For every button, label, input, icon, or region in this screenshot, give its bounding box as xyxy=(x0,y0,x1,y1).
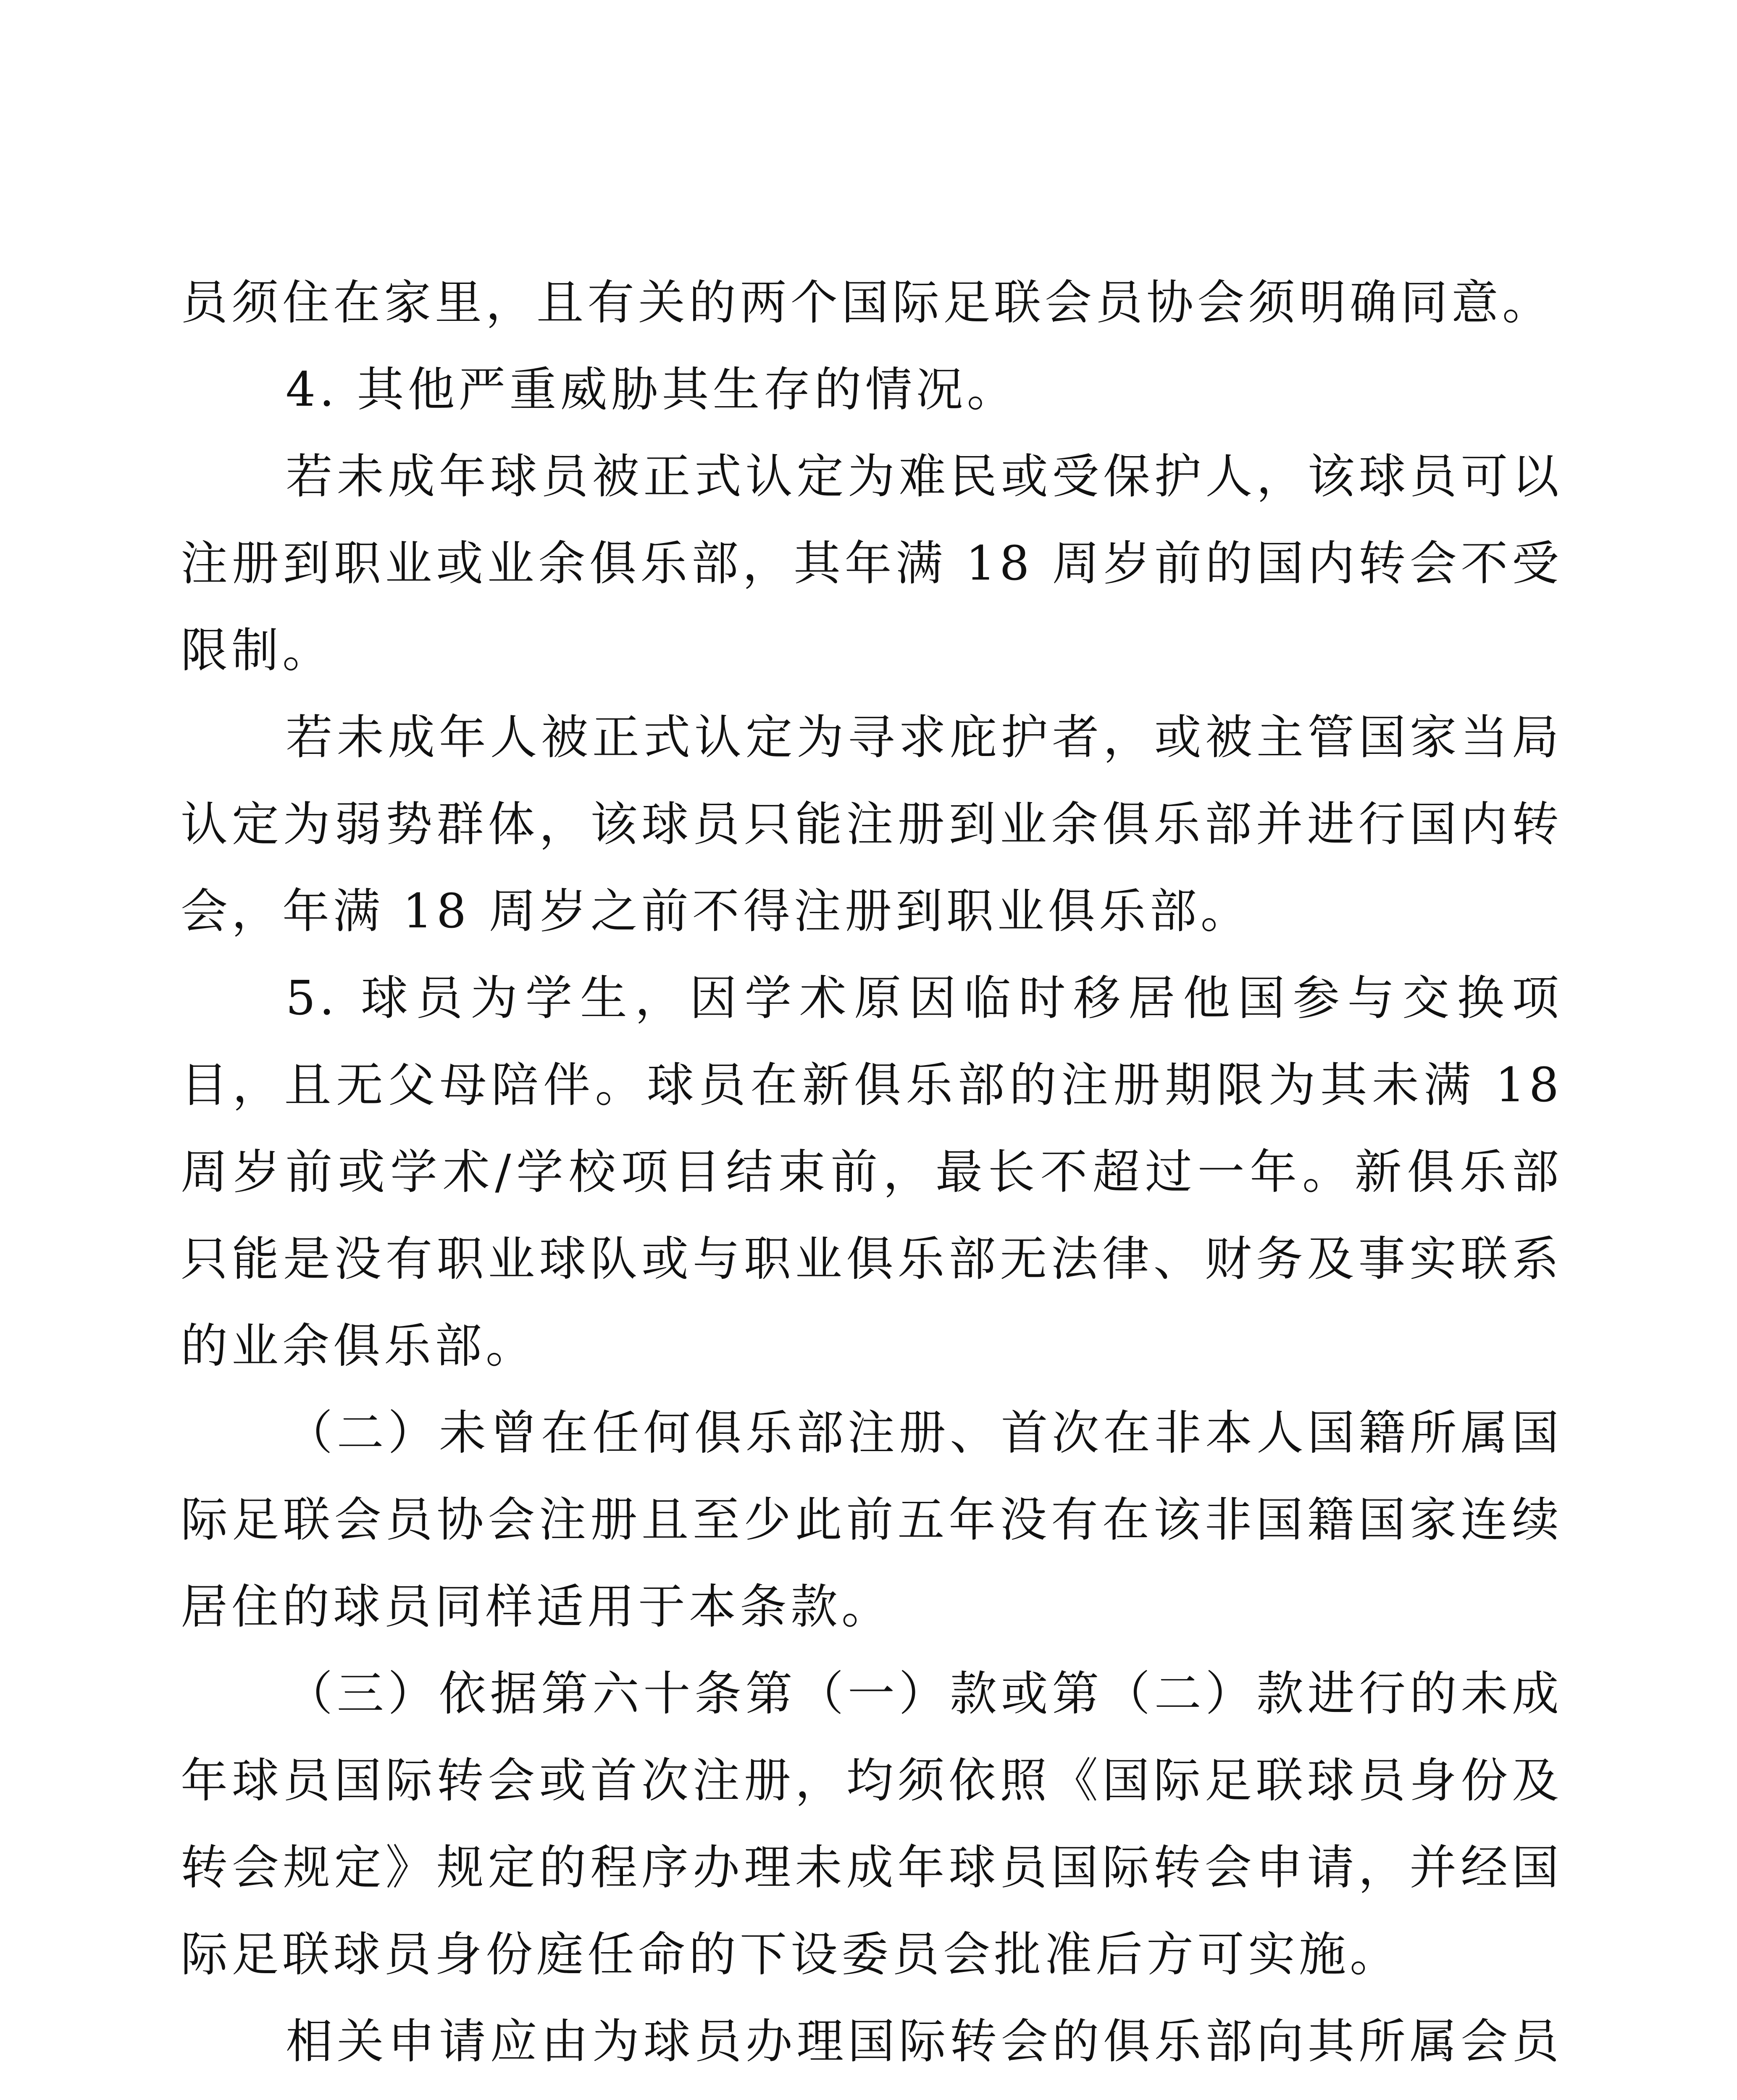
paragraph-7: （三）依据第六十条第（一）款或第（二）款进行的未成年球员国际转会或首次注册，均须依照《国际足联球员身份及转会规定》规定的程序办理未成年球员国际转会申请，并经国际足联球员身份庭任命的下设委员会批准后方可实施。 xyxy=(181,1667,1563,1982)
paragraph-5: 5. 球员为学生，因学术原因临时移居他国参与交换项目，且无父母陪伴。球员在新俱乐部的注册期限为其未满 18 周岁前或学术/学校项目结束前，最长不超过一年。新俱乐部只能是没有职业球队或与职业俱乐部无法律、财务及事实联系的业余俱乐部。 xyxy=(181,971,1563,1373)
paragraph-2: 4. 其他严重威胁其生存的情况。 xyxy=(286,362,1018,417)
paragraph-4: 若未成年人被正式认定为寻求庇护者，或被主管国家当局认定为弱势群体，该球员只能注册到业余俱乐部并进行国内转会，年满 18 周岁之前不得注册到职业俱乐部。 xyxy=(181,710,1563,939)
paragraph-8: 相关申请应由为球员办理国际转会的俱乐部向其所属会员 xyxy=(286,2014,1563,2069)
paragraph-6: （二）未曾在任何俱乐部注册、首次在非本人国籍所属国际足联会员协会注册且至少此前五年没有在该非国籍国家连续居住的球员同样适用于本条款。 xyxy=(181,1406,1563,1634)
paragraph-1: 员须住在家里，且有关的两个国际足联会员协会须明确同意。 xyxy=(181,276,1553,330)
document-body xyxy=(181,260,1563,2100)
paragraph-3: 若未成年球员被正式认定为难民或受保护人，该球员可以注册到职业或业余俱乐部，其年满 18 周岁前的国内转会不受限制。 xyxy=(181,449,1563,678)
